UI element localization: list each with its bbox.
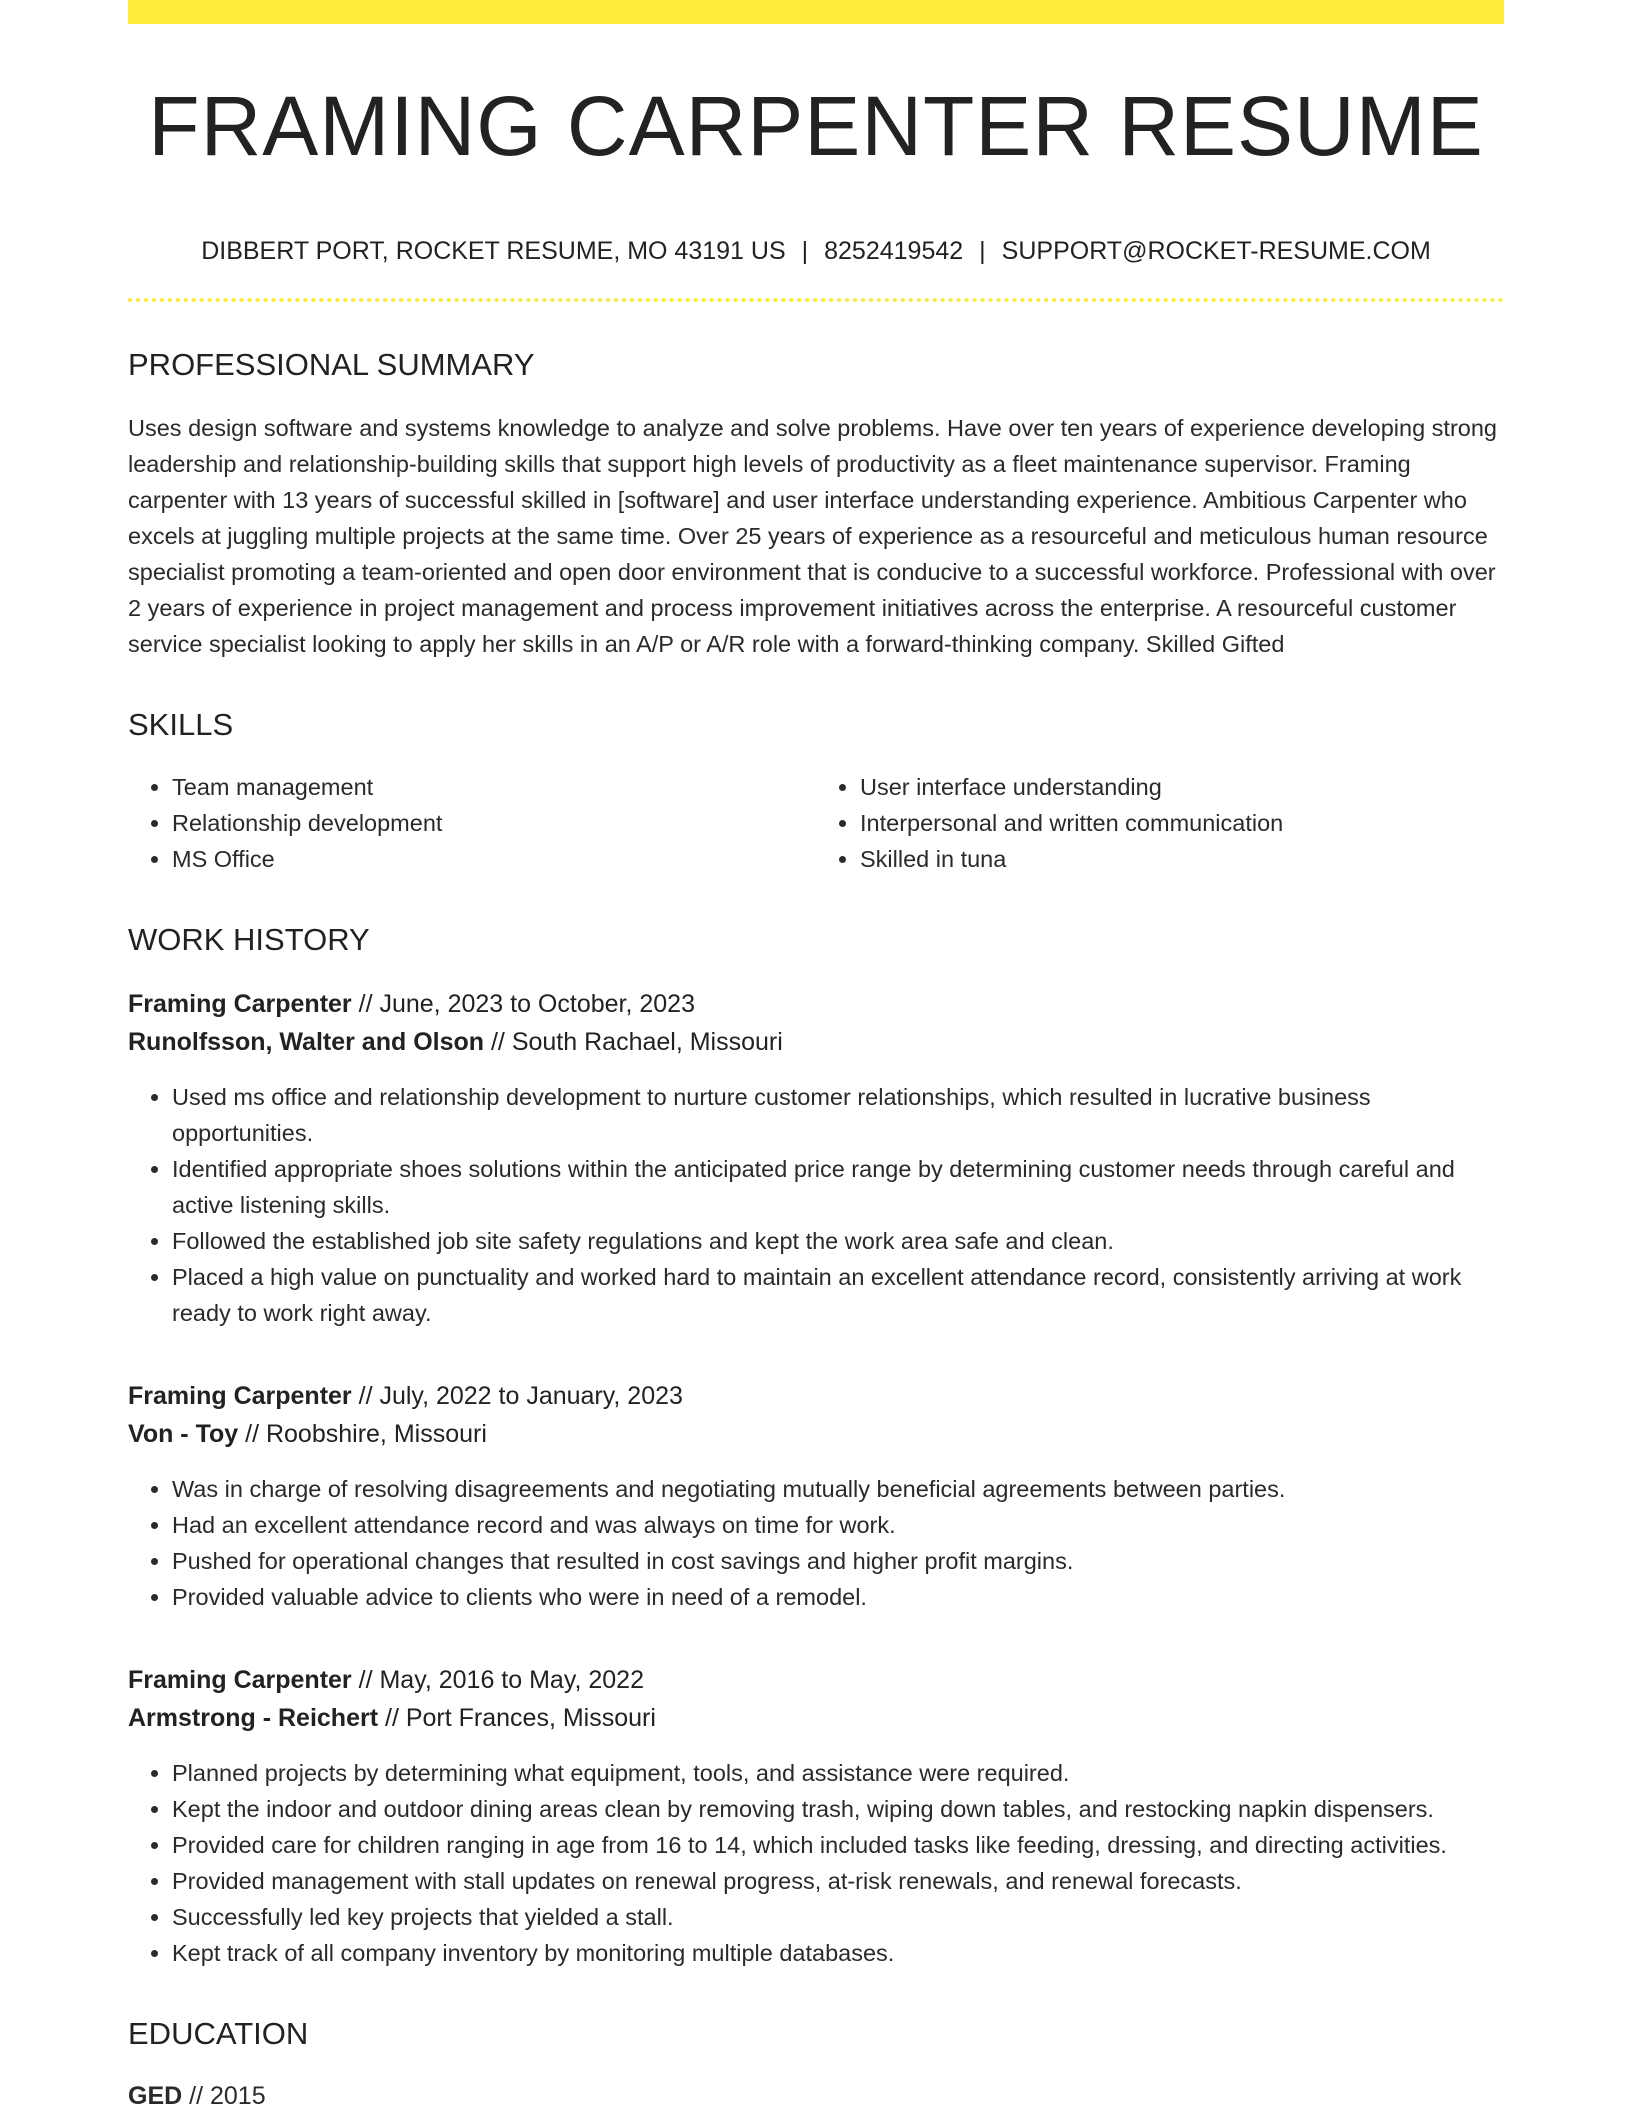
skill-item: • User interface understanding [860, 769, 1504, 805]
skill-item: • Team management [172, 769, 816, 805]
education-entry [128, 2077, 1504, 2112]
job-bullets [128, 1471, 1504, 1615]
job-company: Von - Toy [128, 1419, 239, 1448]
accent-top-bar [128, 0, 1504, 24]
job-bullet: • Placed a high value on punctuality and worked hard to maintain an excellent attendance record, consistently arriving at work ready to work right away. [172, 1259, 1504, 1331]
contact-email: SUPPORT@ROCKET-RESUME.COM [1001, 237, 1431, 266]
job-dates: July, 2022 to January, 2023 [379, 1381, 683, 1410]
skills-heading: SKILLS [128, 707, 234, 743]
job-entry [128, 985, 1504, 1331]
job-bullet: • Used ms office and relationship development to nurture customer relationships, which resulted in lucrative business opportunities. [172, 1079, 1504, 1151]
skills-grid [128, 769, 1504, 877]
job-bullet: • Kept the indoor and outdoor dining areas clean by removing trash, wiping down tables, and restocking napkin dispensers. [172, 1791, 1504, 1827]
job-company: Armstrong - Reichert [128, 1703, 379, 1732]
job-company-line [128, 1415, 1504, 1453]
job-dates: May, 2016 to May, 2022 [379, 1665, 644, 1694]
education-degree: GED [128, 2081, 183, 2110]
skill-item: • Relationship development [172, 805, 816, 841]
contact-phone: 8252419542 [824, 237, 964, 266]
job-divider: // [484, 1027, 512, 1056]
contact-separator: | [801, 237, 809, 266]
skill-item: • Skilled in tuna [860, 841, 1504, 877]
education-year: 2015 [209, 2081, 266, 2110]
job-divider: // [378, 1703, 406, 1732]
education-heading: EDUCATION [128, 2015, 309, 2051]
summary-text: Uses design software and systems knowledge to analyze and solve problems. Have over ten years of experience developing strong leadership and relationship-building skills that support high levels of productivity as a fleet maintenance supervisor. Framing carpenter with 13 years of successful skilled in [software] and user interface understanding experience. Ambitious Carpenter who excels at juggling multiple projects at the same time. Over 25 years of experience as a resourceful and meticulous human resource specialist promoting a team-oriented and open door environment that is conducive to a successful workforce. Professional with over 2 years of experience in project management and process improvement initiatives across the enterprise. A resourceful customer service specialist looking to apply her skills in an A/P or A/R role with a forward-thinking company. Skilled Gifted [128, 415, 1497, 658]
job-divider: // [238, 1419, 266, 1448]
job-bullet: • Provided valuable advice to clients who were in need of a remodel. [172, 1579, 1504, 1615]
job-entry [128, 1377, 1504, 1615]
summary-heading: PROFESSIONAL SUMMARY [128, 347, 535, 383]
job-bullet: • Successfully led key projects that yielded a stall. [172, 1899, 1504, 1935]
job-bullet: • Identified appropriate shoes solutions within the anticipated price range by determining customer needs through careful and active listening skills. [172, 1151, 1504, 1223]
job-bullet: • Kept track of all company inventory by monitoring multiple databases. [172, 1935, 1504, 1971]
job-title-line [128, 985, 1504, 1023]
job-bullet: • Followed the established job site safety regulations and kept the work area safe and clean. [172, 1223, 1504, 1259]
contact-separator: | [979, 237, 986, 266]
job-title: Framing Carpenter [128, 1665, 352, 1694]
skill-item: • Interpersonal and written communication [860, 805, 1504, 841]
skill-item: • MS Office [172, 841, 816, 877]
contact-address: DIBBERT PORT, ROCKET RESUME, MO 43191 US [201, 237, 786, 266]
skills-column-right [816, 769, 1504, 877]
job-bullet: • Provided care for children ranging in age from 16 to 14, which included tasks like feeding, dressing, and directing activities. [172, 1827, 1504, 1863]
job-divider: // [351, 1665, 380, 1694]
job-title-line [128, 1661, 1504, 1699]
dotted-divider [128, 298, 1504, 302]
work-history-heading: WORK HISTORY [128, 921, 370, 957]
job-bullet: • Was in charge of resolving disagreements and negotiating mutually beneficial agreements between parties. [172, 1471, 1504, 1507]
job-location: Roobshire, Missouri [265, 1419, 487, 1448]
job-dates: June, 2023 to October, 2023 [379, 989, 695, 1018]
job-divider: // [351, 1381, 380, 1410]
job-company-line [128, 1023, 1504, 1061]
job-company-line [128, 1699, 1504, 1737]
job-title: Framing Carpenter [128, 1381, 352, 1410]
job-company: Runolfsson, Walter and Olson [128, 1027, 485, 1056]
job-bullet: • Pushed for operational changes that resulted in cost savings and higher profit margins. [172, 1543, 1504, 1579]
job-title-line [128, 1377, 1504, 1415]
job-location: South Rachael, Missouri [511, 1027, 783, 1056]
education-divider: // [182, 2081, 210, 2110]
resume-content [128, 24, 1504, 2112]
skills-column-left [128, 769, 816, 877]
job-bullets [128, 1755, 1504, 1971]
resume-title: FRAMING CARPENTER RESUME [148, 79, 1484, 173]
job-bullet: • Had an excellent attendance record and was always on time for work. [172, 1507, 1504, 1543]
job-bullet: • Provided management with stall updates on renewal progress, at-risk renewals, and renewal forecasts. [172, 1863, 1504, 1899]
contact-line [128, 236, 1504, 266]
job-bullet: • Planned projects by determining what equipment, tools, and assistance were required. [172, 1755, 1504, 1791]
job-entry [128, 1661, 1504, 1971]
job-divider: // [351, 989, 380, 1018]
job-location: Port Frances, Missouri [405, 1703, 656, 1732]
job-bullets [128, 1079, 1504, 1331]
job-title: Framing Carpenter [128, 989, 352, 1018]
